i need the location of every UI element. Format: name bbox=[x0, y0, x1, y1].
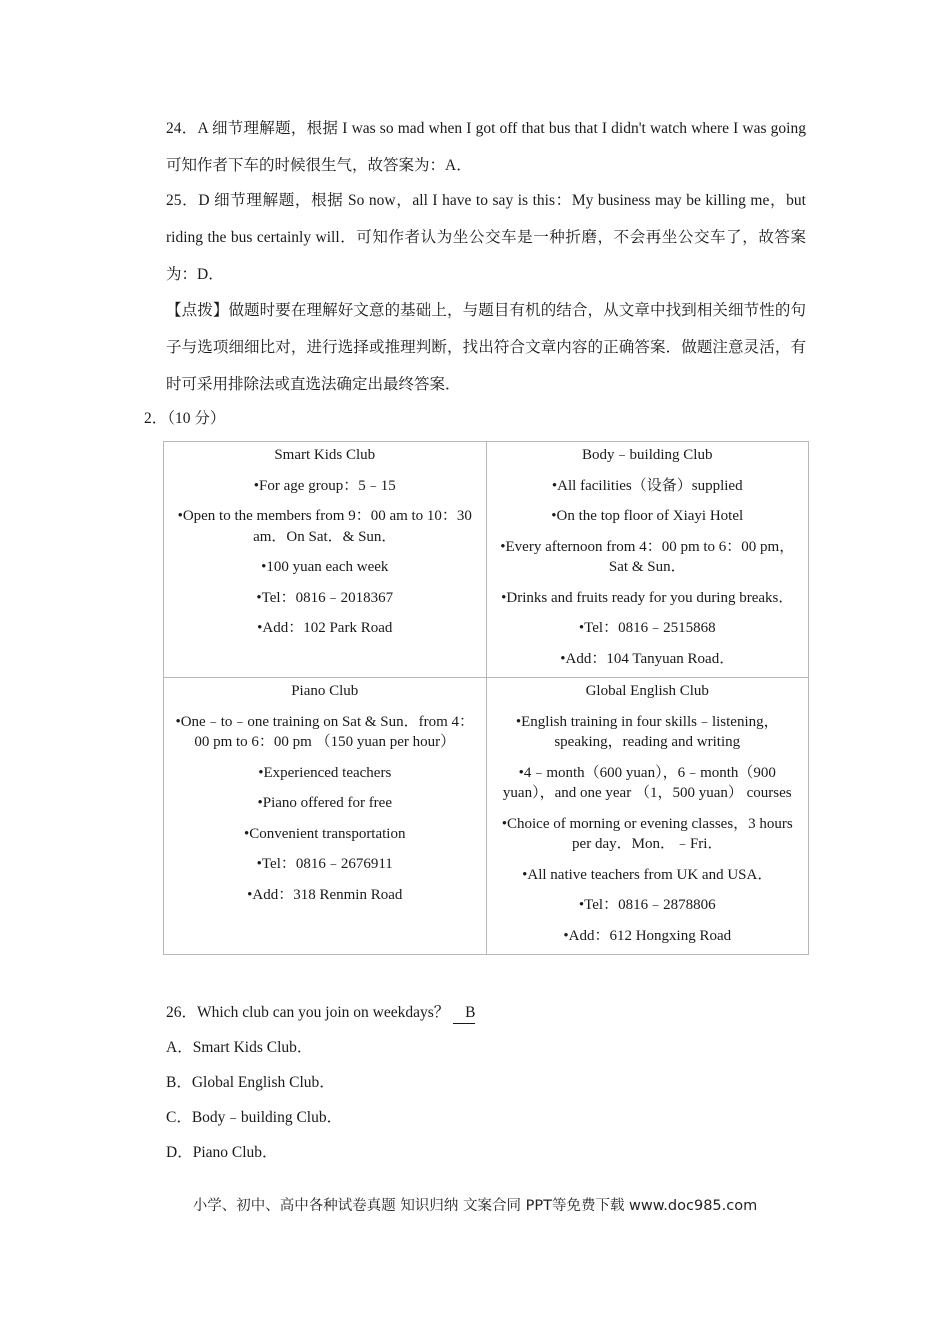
club-detail: •Open to the members from 9：00 am to 10：30 am．On Sat．& Sun． bbox=[177, 508, 472, 545]
club-detail: •Choice of morning or evening classes，3 hours per day．Mon．﹣Fri． bbox=[501, 815, 793, 852]
club-detail: •All facilities（设备）supplied bbox=[551, 477, 743, 494]
club-detail: •Tel：0816﹣2676911 bbox=[256, 856, 393, 872]
club-detail: •Tel：0816﹣2515868 bbox=[578, 620, 716, 636]
club-detail: •Add：102 Park Road bbox=[257, 620, 393, 636]
club-detail: •4﹣month（600 yuan），6﹣month（900 yuan），and one year （1，500 yuan） courses bbox=[502, 764, 792, 801]
option-d: D．Piano Club． bbox=[166, 1144, 278, 1161]
option-c: C．Body﹣building Club． bbox=[166, 1109, 343, 1126]
club-detail: •English training in four skills﹣listening，speaking，reading and writing bbox=[515, 713, 779, 750]
explanation-tip: 【点拨】做题时要在理解好文意的基础上，与题目有机的结合，从文章中找到相关细节性的句子与选项细细比对，进行选择或推理判断，找出符合文章内容的正确答案．做题注意灵活，有时可采用排除法或直选法确定出最终答案． bbox=[166, 302, 806, 393]
question-26-text: 26．Which club can you join on weekdays？ bbox=[166, 1004, 450, 1021]
club-detail: •All native teachers from UK and USA． bbox=[522, 866, 773, 883]
club-detail: •Add：104 Tanyuan Road． bbox=[560, 650, 735, 667]
option-a: A．Smart Kids Club． bbox=[166, 1039, 313, 1056]
explanation-q24: 24．A 细节理解题，根据 I was so mad when I got off that bus that I didn't watch where I was going 可知作者下车的时候很生气，故答案为：A． bbox=[166, 120, 806, 174]
club-detail: •Experienced teachers bbox=[258, 764, 392, 781]
club-detail: •Drinks and fruits ready for you during breaks． bbox=[501, 589, 794, 606]
club-detail: •Every afternoon from 4：00 pm to 6：00 pm，Sat & Sun． bbox=[500, 538, 795, 575]
table-row bbox=[164, 442, 809, 678]
club-cell-body-building bbox=[486, 442, 809, 678]
club-detail: •Piano offered for free bbox=[257, 795, 392, 811]
club-cell-smart-kids bbox=[164, 442, 487, 678]
clubs-table bbox=[163, 441, 809, 955]
club-detail: •One﹣to﹣one training on Sat & Sun．from 4：00 pm to 6：00 pm （150 yuan per hour） bbox=[175, 713, 475, 750]
club-name: Global English Club bbox=[585, 683, 709, 699]
footer-banner: 小学、初中、高中各种试卷真题 知识归纳 文案合同 PPT等免费下载 www.doc985.com bbox=[192, 1198, 758, 1214]
club-name: Smart Kids Club bbox=[274, 447, 376, 463]
club-detail: •For age group：5﹣15 bbox=[253, 477, 396, 494]
club-name: Piano Club bbox=[291, 683, 359, 699]
club-detail: •Tel：0816﹣2878806 bbox=[578, 897, 716, 913]
club-detail: •100 yuan each week bbox=[261, 559, 389, 575]
club-detail: •Convenient transportation bbox=[244, 825, 406, 842]
club-cell-global-english bbox=[486, 678, 809, 955]
option-b: B．Global English Club． bbox=[166, 1074, 335, 1091]
table-row bbox=[164, 678, 809, 955]
club-detail: •Add：612 Hongxing Road bbox=[563, 927, 732, 944]
explanation-q25: 25．D 细节理解题，根据 So now，all I have to say is this：My business may be killing me，but riding the bus certainly will．可知作者认为坐公交车是一种折磨，不会再坐公交车了，故答案为：D． bbox=[166, 192, 806, 283]
club-cell-piano bbox=[164, 678, 487, 955]
club-detail: •Tel：0816﹣2018367 bbox=[256, 589, 394, 606]
question-26 bbox=[166, 1000, 475, 1026]
question-header: 2．（10 分） bbox=[144, 410, 226, 427]
club-detail: •On the top floor of Xiayi Hotel bbox=[551, 508, 744, 524]
club-detail: •Add：318 Renmin Road bbox=[247, 886, 403, 903]
club-name: Body﹣building Club bbox=[582, 447, 713, 463]
question-26-answer: B bbox=[453, 1003, 475, 1024]
